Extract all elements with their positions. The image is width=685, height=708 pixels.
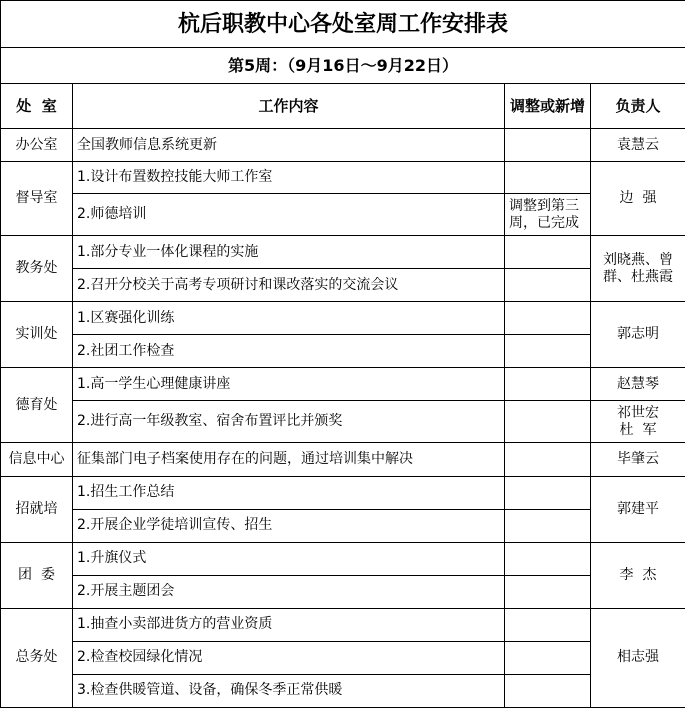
adjust-cell bbox=[505, 302, 591, 335]
table-row bbox=[1, 476, 685, 509]
dept-cell: 信息中心 bbox=[1, 443, 73, 476]
owner-cell: 刘晓燕、曾群、杜燕霞 bbox=[591, 236, 685, 302]
table-row bbox=[1, 401, 685, 443]
task-cell: 1.区赛强化训练 bbox=[73, 302, 505, 335]
table-row bbox=[1, 269, 685, 302]
owner-cell: 袁慧云 bbox=[591, 129, 685, 162]
table-row bbox=[1, 368, 685, 401]
adjust-cell bbox=[505, 162, 591, 194]
table-row bbox=[1, 575, 685, 608]
adjust-note: 调整到第三周，已完成 bbox=[505, 194, 591, 236]
task-cell: 征集部门电子档案使用存在的问题，通过培训集中解决 bbox=[73, 443, 505, 476]
title-row bbox=[1, 1, 685, 48]
task-cell: 全国教师信息系统更新 bbox=[73, 129, 505, 162]
dept-cell: 招就培 bbox=[1, 476, 73, 542]
adjust-cell bbox=[505, 269, 591, 302]
table-row bbox=[1, 335, 685, 368]
owner-name: 祁世宏 bbox=[617, 404, 659, 421]
adjust-cell bbox=[505, 542, 591, 575]
owner-name: 杜 军 bbox=[619, 421, 657, 438]
week-label: 第5周：（9月16日～9月22日） bbox=[1, 48, 685, 84]
dept-cell: 督导室 bbox=[1, 162, 73, 236]
task-cell: 1.设计布置数控技能大师工作室 bbox=[73, 162, 505, 194]
table-row bbox=[1, 542, 685, 575]
dept-cell: 实训处 bbox=[1, 302, 73, 368]
task-cell: 2.开展主题团会 bbox=[73, 575, 505, 608]
adjust-cell bbox=[505, 335, 591, 368]
table-row bbox=[1, 194, 685, 236]
dept-cell: 办公室 bbox=[1, 129, 73, 162]
owner-cell bbox=[591, 401, 685, 443]
task-cell: 2.师德培训 bbox=[73, 194, 505, 236]
dept-cell: 团 委 bbox=[1, 542, 73, 608]
task-cell: 1.高一学生心理健康讲座 bbox=[73, 368, 505, 401]
header-row bbox=[1, 84, 685, 129]
task-cell: 3.检查供暖管道、设备，确保冬季正常供暖 bbox=[73, 674, 505, 707]
adjust-cell bbox=[505, 443, 591, 476]
task-cell: 2.进行高一年级教室、宿舍布置评比并颁奖 bbox=[73, 401, 505, 443]
task-cell: 1.部分专业一体化课程的实施 bbox=[73, 236, 505, 269]
adjust-cell bbox=[505, 608, 591, 641]
adjust-cell bbox=[505, 641, 591, 674]
task-cell: 2.检查校园绿化情况 bbox=[73, 641, 505, 674]
adjust-cell bbox=[505, 236, 591, 269]
owner-cell: 赵慧琴 bbox=[591, 368, 685, 401]
owner-cell: 郭建平 bbox=[591, 476, 685, 542]
header-content: 工作内容 bbox=[73, 84, 505, 129]
table-row bbox=[1, 129, 685, 162]
owner-cell: 郭志明 bbox=[591, 302, 685, 368]
header-dept: 处 室 bbox=[1, 84, 73, 129]
owner-cell: 李 杰 bbox=[591, 542, 685, 608]
table-row bbox=[1, 674, 685, 707]
task-cell: 2.召开分校关于高考专项研讨和课改落实的交流会议 bbox=[73, 269, 505, 302]
adjust-cell bbox=[505, 476, 591, 509]
owner-cell: 毕肇云 bbox=[591, 443, 685, 476]
owner-cell: 边 强 bbox=[591, 162, 685, 236]
sheet-title: 杭后职教中心各处室周工作安排表 bbox=[1, 1, 685, 48]
dept-cell: 德育处 bbox=[1, 368, 73, 443]
adjust-cell bbox=[505, 129, 591, 162]
dept-cell: 总务处 bbox=[1, 608, 73, 707]
adjust-cell bbox=[505, 575, 591, 608]
task-cell: 2.社团工作检查 bbox=[73, 335, 505, 368]
adjust-cell bbox=[505, 368, 591, 401]
task-cell: 2.开展企业学徒培训宣传、招生 bbox=[73, 509, 505, 542]
adjust-cell bbox=[505, 401, 591, 443]
table-row bbox=[1, 302, 685, 335]
task-cell: 1.招生工作总结 bbox=[73, 476, 505, 509]
week-row bbox=[1, 48, 685, 84]
table-row bbox=[1, 236, 685, 269]
table-row bbox=[1, 608, 685, 641]
table-row bbox=[1, 443, 685, 476]
task-cell: 1.抽查小卖部进货方的营业资质 bbox=[73, 608, 505, 641]
task-cell: 1.升旗仪式 bbox=[73, 542, 505, 575]
adjust-cell bbox=[505, 509, 591, 542]
table-row bbox=[1, 509, 685, 542]
dept-cell: 教务处 bbox=[1, 236, 73, 302]
table-row bbox=[1, 641, 685, 674]
table-row bbox=[1, 162, 685, 194]
header-owner: 负责人 bbox=[591, 84, 685, 129]
adjust-cell bbox=[505, 674, 591, 707]
header-adjust: 调整或新增 bbox=[505, 84, 591, 129]
owner-cell: 相志强 bbox=[591, 608, 685, 707]
